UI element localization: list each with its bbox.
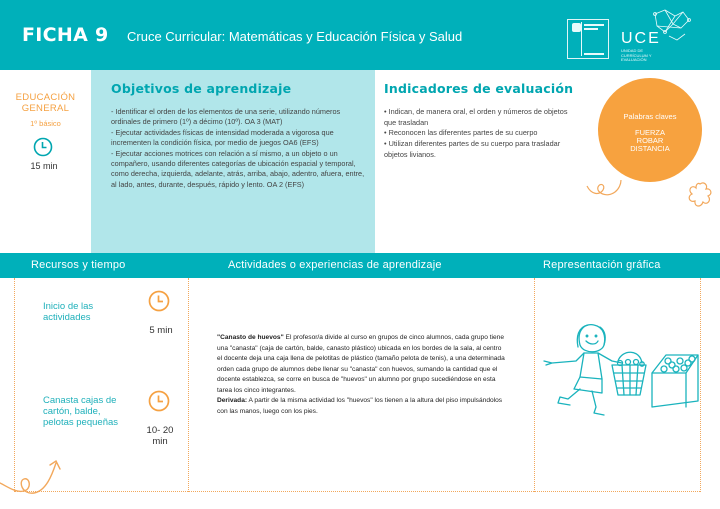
objective-item: - Ejecutar actividades físicas de intensidad moderada a vigorosa que incrementen la condición física, por medio de juegos OA6 (EFS)	[111, 127, 334, 148]
activity-variant-body: A partir de la misma actividad los "huevos" los tienen a la altura del piso impulsándolos con las manos, luego con los pies.	[217, 397, 503, 415]
ficha-number: FICHA 9	[22, 24, 109, 46]
clock-icon	[148, 390, 170, 412]
indicator-item: • Reconocen las diferentes partes de su cuerpo	[384, 128, 538, 138]
resource-time	[140, 425, 180, 447]
page-header	[0, 0, 720, 70]
column-header-activities: Actividades o experiencias de aprendizaje	[228, 259, 442, 271]
table-header	[0, 253, 720, 278]
objectives-title: Objetivos de aprendizaje	[111, 81, 292, 96]
activity-title: "Canasto de huevos"	[217, 334, 284, 341]
uce-doodle-icon	[645, 6, 695, 46]
grade-label: 1º básico	[30, 119, 61, 128]
grid-line	[534, 278, 535, 492]
keyword: FUERZA	[635, 128, 665, 137]
logo-text-line	[584, 24, 604, 26]
keywords-list	[598, 129, 702, 153]
keyword: DISTANCIA	[630, 144, 670, 153]
keywords-label: Palabras claves	[623, 112, 677, 121]
objectives-panel	[91, 70, 375, 253]
clock-icon	[33, 137, 53, 157]
logo-text-line	[584, 28, 598, 30]
flower-doodle-icon	[685, 180, 715, 210]
indicators-title: Indicadores de evaluación	[384, 81, 574, 96]
grid-line	[188, 278, 189, 492]
girl-with-basket-illustration	[540, 315, 705, 425]
logo-divider	[581, 22, 582, 56]
keyword: ROBAR	[636, 136, 664, 145]
column-header-graphic: Representación gráfica	[543, 259, 661, 271]
resource-label: Canasta cajas de cartón, balde, pelotas pequeñas	[43, 395, 119, 428]
resource-time: 5 min	[149, 325, 173, 336]
activity-variant-label: Derivada:	[217, 397, 248, 404]
level-panel	[0, 70, 91, 253]
ministry-logo	[567, 19, 609, 59]
resource-time-unit: min	[152, 436, 168, 447]
swirl-doodle-icon	[585, 172, 625, 202]
clock-icon	[148, 290, 170, 312]
uce-logo: UCE	[621, 30, 661, 47]
indicators-list	[384, 107, 574, 161]
resource-time-range: 10- 20	[146, 425, 174, 436]
swirl-doodle-icon	[0, 455, 65, 505]
activity-body: El profesor/a divide al curso en grupos de cinco alumnos, cada grupo tiene una "canasta" (caja de cartón, balde, canasto plástico) ubicada en los bordes de la sala, al centro el docente deja una caja llena de pelotitas de plástico (tamaño pelota de tenis), a una determinada orden cada grupo de alumnos debe llenar su "canasta" con huevos, sumando la cantidad que el docente establezca, se corre en busca de "huevos" un alumno por grupo sucediéndose en esta tarea los cinco integrantes.	[217, 334, 505, 394]
objective-item: - Identificar el orden de los elementos de una serie, utilizando números ordinales de primero (1º) a décimo (10º). OA 3 (MAT)	[111, 107, 341, 127]
indicator-item: • Indican, de manera oral, el orden y números de objetos que trasladan	[384, 107, 568, 127]
education-level: EDUCACIÓN GENERAL	[15, 92, 76, 114]
objectives-list	[111, 107, 369, 190]
column-header-resources: Recursos y tiempo	[31, 259, 126, 271]
indicator-item: • Utilizan diferentes partes de su cuerpo para trasladar objetos livianos.	[384, 139, 561, 159]
duration-label: 15 min	[30, 161, 58, 171]
uce-subtitle: UNIDAD DE CURRÍCULUM Y EVALUACIÓN	[621, 48, 652, 62]
logo-bar	[584, 53, 604, 55]
page-title: Cruce Curricular: Matemáticas y Educación Física y Salud	[127, 29, 463, 44]
resource-label: Inicio de las actividades	[43, 301, 94, 323]
objective-item: - Ejecutar acciones motrices con relación a sí mismo, a un objeto o un compañero, usando diferentes categorías de ubicación espacial y temporal, como derecha, izquierda, adelante, atrás, arriba, abajo, adentro, afuera, entre, al lado, antes, durante, después, rápido y lento. OA 2 (EFS)	[111, 148, 365, 189]
keywords-badge	[598, 78, 702, 182]
coat-of-arms-icon	[572, 23, 581, 32]
grid-line	[14, 491, 700, 492]
activity-description	[217, 333, 507, 417]
